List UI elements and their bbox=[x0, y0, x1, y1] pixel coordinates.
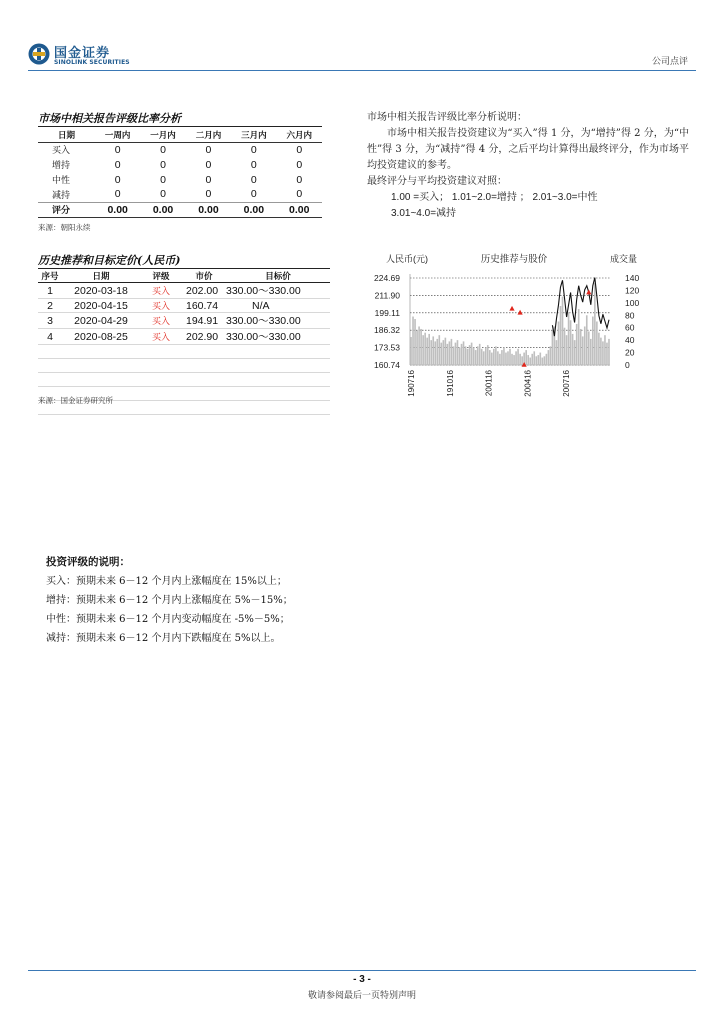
y-right-tick-label: 100 bbox=[625, 297, 640, 308]
explanation-body: 市场中相关报告投资建议为“买入”得 1 分，为“增持”得 2 分，为“中性”得 3 分，为“减持”得 4 分，之后平均计算得出最终评分，作为市场平均投资建议的参考。 bbox=[367, 128, 689, 171]
row-rating: 买入 bbox=[140, 329, 182, 345]
price-history-chart bbox=[360, 250, 650, 410]
volume-bar bbox=[572, 334, 574, 365]
volume-bar bbox=[507, 351, 509, 365]
chart-title: 历史推荐与股价 bbox=[480, 254, 548, 265]
column-header: 一周内 bbox=[104, 130, 131, 141]
volume-bar bbox=[499, 354, 501, 365]
page-number: - 3 - bbox=[353, 974, 371, 985]
x-tick-label: 200416 bbox=[523, 370, 533, 397]
y-right-tick-label: 80 bbox=[625, 310, 635, 321]
table-cell: 0 bbox=[250, 158, 257, 171]
table-cell: 0 bbox=[296, 158, 303, 171]
table-cell: 0 bbox=[114, 173, 121, 186]
row-number: 1 bbox=[38, 283, 62, 299]
right-axis-title: 成交量 bbox=[610, 254, 638, 264]
history-table bbox=[38, 268, 330, 415]
rating-marker bbox=[518, 310, 523, 315]
x-tick-label: 200116 bbox=[484, 370, 494, 397]
definitions-title: 投资评级的说明： bbox=[46, 556, 130, 568]
row-label: 减持 bbox=[52, 190, 71, 201]
volume-bar bbox=[459, 348, 461, 365]
volume-bar bbox=[578, 309, 580, 365]
column-header: 评级 bbox=[140, 269, 182, 283]
volume-bar bbox=[473, 348, 475, 365]
y-right-tick-label: 60 bbox=[625, 322, 635, 333]
column-header: 日期 bbox=[62, 269, 140, 283]
mapping-line-1: 1.00 =买入； 1.01~2.0=增持 ； 2.01~3.0=中性 bbox=[391, 192, 598, 203]
footer-divider bbox=[28, 970, 696, 971]
volume-bar bbox=[542, 358, 544, 365]
y-left-tick-label: 211.90 bbox=[374, 290, 400, 301]
table-row bbox=[38, 157, 322, 172]
volume-bar bbox=[602, 341, 604, 365]
score-row bbox=[38, 202, 322, 217]
volume-bar bbox=[539, 353, 541, 365]
volume-bar bbox=[487, 345, 489, 365]
volume-bar bbox=[481, 349, 483, 365]
volume-bar bbox=[509, 349, 511, 365]
table-cell: 0 bbox=[205, 188, 212, 201]
volume-bar bbox=[513, 355, 515, 365]
volume-bar bbox=[576, 324, 578, 365]
volume-bar bbox=[410, 337, 412, 365]
column-header: 目标价 bbox=[226, 269, 330, 283]
volume-bar bbox=[600, 338, 602, 365]
volume-bar bbox=[535, 356, 537, 365]
score-cell: 0.00 bbox=[107, 203, 128, 216]
volume-bar bbox=[546, 354, 548, 365]
history-header-row bbox=[38, 269, 330, 283]
volume-bar bbox=[606, 343, 608, 365]
volume-bar bbox=[451, 339, 453, 365]
rating-stats-title: 市场中相关报告评级比率分析 bbox=[38, 112, 181, 125]
rating-marker bbox=[586, 290, 591, 295]
volume-bar bbox=[604, 335, 606, 365]
y-right-tick-label: 0 bbox=[625, 360, 630, 370]
column-header: 一月内 bbox=[150, 130, 176, 141]
row-rating: 买入 bbox=[140, 313, 182, 329]
volume-bar bbox=[497, 351, 499, 365]
row-rating: 买入 bbox=[140, 283, 182, 299]
volume-bar bbox=[430, 340, 432, 365]
explanation-title: 市场中相关报告评级比率分析说明： bbox=[367, 112, 527, 123]
volume-bar bbox=[586, 315, 588, 365]
column-header: 三月内 bbox=[241, 130, 267, 141]
volume-bar bbox=[529, 358, 531, 365]
table-row bbox=[38, 283, 330, 299]
volume-bar bbox=[501, 350, 503, 365]
volume-bar bbox=[416, 331, 418, 365]
footer-disclaimer: 敬请参阅最后一页特别声明 bbox=[307, 991, 416, 1001]
column-header: 六月内 bbox=[286, 130, 313, 141]
column-header: 序号 bbox=[38, 269, 62, 283]
history-title: 历史推荐和目标定价(人民币) bbox=[38, 254, 181, 267]
table-cell: 0 bbox=[296, 143, 303, 156]
volume-bar bbox=[596, 322, 598, 366]
column-header: 日期 bbox=[57, 130, 75, 141]
row-target: 330.00～330.00 bbox=[226, 329, 330, 345]
empty-row bbox=[38, 359, 330, 373]
table-row bbox=[38, 329, 330, 345]
table-row bbox=[38, 299, 330, 313]
volume-bar bbox=[517, 349, 519, 365]
volume-bar bbox=[568, 312, 570, 365]
volume-bar bbox=[469, 345, 471, 365]
row-price: 202.90 bbox=[182, 329, 226, 345]
y-left-tick-label: 224.69 bbox=[374, 273, 400, 283]
volume-bar bbox=[418, 326, 420, 365]
table-cell: 0 bbox=[250, 188, 257, 201]
table-row bbox=[38, 172, 322, 187]
table-cell: 0 bbox=[296, 173, 303, 186]
y-left-tick-label: 186.32 bbox=[374, 325, 400, 336]
volume-bar bbox=[424, 333, 426, 365]
row-number: 2 bbox=[38, 299, 62, 313]
score-cell: 0.00 bbox=[152, 203, 174, 216]
table-cell: 0 bbox=[296, 188, 303, 201]
row-target: 330.00～330.00 bbox=[226, 313, 330, 329]
volume-bar bbox=[570, 320, 572, 365]
volume-bar bbox=[556, 340, 558, 365]
volume-bar bbox=[495, 346, 497, 365]
volume-bar bbox=[544, 356, 546, 365]
row-price: 202.00 bbox=[182, 283, 226, 299]
volume-bar bbox=[505, 353, 507, 365]
row-date: 2020-03-18 bbox=[62, 283, 140, 299]
row-rating: 买入 bbox=[140, 299, 182, 313]
volume-bar bbox=[533, 351, 535, 365]
table-cell: 0 bbox=[114, 158, 121, 171]
table-row bbox=[38, 187, 322, 202]
document-type-label: 公司点评 bbox=[651, 57, 688, 67]
volume-bar bbox=[590, 339, 592, 365]
row-target: N/A bbox=[226, 299, 330, 313]
history-source: 来源：国金证券研究所 bbox=[38, 396, 113, 405]
score-cell: 0.00 bbox=[243, 203, 265, 216]
volume-bar bbox=[574, 340, 576, 365]
volume-bar bbox=[434, 341, 436, 365]
volume-bar bbox=[467, 349, 469, 365]
definition-line: 增持：预期未来 6－12 个月内上涨幅度在 5%－15%； bbox=[46, 595, 293, 606]
volume-bar bbox=[453, 346, 455, 365]
y-left-tick-label: 199.11 bbox=[374, 307, 400, 318]
definition-line: 中性：预期未来 6－12 个月内变动幅度在 -5%－5%； bbox=[46, 614, 290, 625]
volume-bar bbox=[428, 334, 430, 365]
rating-stats-top-rule bbox=[38, 126, 322, 127]
score-cell: 0.00 bbox=[289, 203, 310, 216]
volume-bar bbox=[598, 333, 600, 365]
volume-bar bbox=[531, 354, 533, 365]
volume-bar bbox=[594, 283, 596, 365]
volume-bar bbox=[438, 335, 440, 365]
volume-bar bbox=[515, 351, 517, 365]
row-price: 194.91 bbox=[182, 313, 226, 329]
volume-bar bbox=[447, 344, 449, 365]
y-right-tick-label: 20 bbox=[625, 347, 635, 358]
definition-line: 买入：预期未来 6－12 个月内上涨幅度在 15%以上； bbox=[46, 576, 287, 587]
volume-bar bbox=[465, 346, 467, 365]
volume-bar bbox=[414, 319, 416, 365]
table-cell: 0 bbox=[160, 173, 166, 186]
row-number: 3 bbox=[38, 313, 62, 329]
table-cell: 0 bbox=[250, 173, 257, 186]
table-row bbox=[38, 313, 330, 329]
volume-bar bbox=[560, 306, 562, 365]
x-tick-label: 191016 bbox=[445, 370, 455, 397]
volume-bar bbox=[562, 297, 564, 365]
volume-bar bbox=[525, 350, 527, 365]
table-cell: 0 bbox=[205, 143, 212, 156]
definition-line: 减持：预期未来 6－12 个月内下跌幅度在 5%以上。 bbox=[46, 633, 281, 644]
x-tick-label: 190716 bbox=[407, 370, 416, 397]
volume-bar bbox=[537, 355, 539, 365]
column-header: 二月内 bbox=[195, 130, 222, 141]
volume-bar bbox=[566, 335, 568, 365]
volume-bar bbox=[519, 354, 521, 365]
volume-bar bbox=[449, 341, 451, 365]
volume-bar bbox=[479, 344, 481, 365]
volume-bar bbox=[552, 331, 554, 365]
volume-bar bbox=[521, 356, 523, 365]
empty-row bbox=[38, 345, 330, 359]
company-logo bbox=[28, 42, 132, 68]
volume-bar bbox=[493, 349, 495, 365]
rating-definitions bbox=[46, 553, 366, 648]
volume-bar bbox=[432, 336, 434, 365]
volume-bar bbox=[548, 350, 550, 365]
row-date: 2020-08-25 bbox=[62, 329, 140, 345]
volume-bar bbox=[564, 328, 566, 365]
volume-bar bbox=[461, 344, 463, 365]
volume-bar bbox=[584, 326, 586, 365]
row-date: 2020-04-29 bbox=[62, 313, 140, 329]
rating-stats-header-row bbox=[38, 128, 322, 142]
volume-bar bbox=[491, 353, 493, 365]
volume-bar bbox=[558, 322, 560, 366]
table-cell: 0 bbox=[114, 143, 121, 156]
column-header: 市价 bbox=[182, 269, 226, 283]
y-right-tick-label: 140 bbox=[625, 273, 640, 283]
row-price: 160.74 bbox=[182, 299, 226, 313]
mapping-line-2: 3.01~4.0=减持 bbox=[391, 208, 457, 219]
table-cell: 0 bbox=[160, 143, 166, 156]
volume-bar bbox=[588, 331, 590, 365]
volume-bar bbox=[580, 329, 582, 365]
volume-bar bbox=[412, 317, 414, 365]
rating-stats-source: 来源：朝阳永续 bbox=[38, 223, 91, 232]
volume-bar bbox=[471, 343, 473, 365]
volume-bar bbox=[426, 338, 428, 365]
table-cell: 0 bbox=[160, 158, 166, 171]
empty-row bbox=[38, 373, 330, 387]
row-date: 2020-04-15 bbox=[62, 299, 140, 313]
table-cell: 0 bbox=[205, 158, 212, 171]
volume-bar bbox=[420, 329, 422, 365]
left-axis-title: 人民币(元) bbox=[386, 254, 428, 264]
y-right-tick-label: 40 bbox=[625, 335, 635, 346]
logo-name-cn: 国金证券 bbox=[54, 46, 111, 61]
rating-stats-table bbox=[38, 128, 322, 218]
volume-bar bbox=[441, 343, 443, 365]
row-label: 评分 bbox=[52, 206, 71, 216]
volume-bar bbox=[463, 341, 465, 365]
x-tick-label: 200716 bbox=[562, 370, 572, 397]
mapping-title: 最终评分与平均投资建议对照： bbox=[367, 176, 507, 187]
volume-bar bbox=[475, 350, 477, 365]
volume-bar bbox=[550, 346, 552, 365]
table-cell: 0 bbox=[250, 143, 257, 156]
score-cell: 0.00 bbox=[198, 203, 219, 216]
row-label: 买入 bbox=[52, 146, 71, 157]
volume-bar bbox=[443, 340, 445, 365]
volume-bar bbox=[455, 343, 457, 365]
table-cell: 0 bbox=[205, 173, 212, 186]
volume-bar bbox=[485, 348, 487, 365]
row-number: 4 bbox=[38, 329, 62, 345]
row-label: 增持 bbox=[52, 161, 71, 171]
table-cell: 0 bbox=[160, 188, 166, 201]
header-divider bbox=[28, 70, 696, 71]
volume-bar bbox=[503, 348, 505, 365]
volume-bar bbox=[422, 335, 424, 365]
rating-marker bbox=[509, 306, 514, 311]
rating-explanation bbox=[367, 110, 689, 222]
y-left-tick-label: 160.74 bbox=[374, 360, 400, 370]
volume-bar bbox=[608, 339, 610, 365]
volume-bar bbox=[436, 339, 438, 365]
table-cell: 0 bbox=[114, 188, 121, 201]
volume-bar bbox=[527, 355, 529, 365]
y-right-tick-label: 120 bbox=[625, 285, 640, 296]
volume-bar bbox=[477, 346, 479, 365]
table-row bbox=[38, 142, 322, 157]
volume-bar bbox=[445, 338, 447, 365]
row-label: 中性 bbox=[52, 176, 71, 186]
row-target: 330.00～330.00 bbox=[226, 283, 330, 299]
y-left-tick-label: 173.53 bbox=[374, 342, 400, 353]
volume-bar bbox=[582, 336, 584, 365]
volume-bar bbox=[457, 340, 459, 365]
logo-mark-icon bbox=[28, 43, 50, 65]
volume-bar bbox=[483, 351, 485, 365]
logo-name-en: SINOLINK SECURITIES bbox=[54, 59, 130, 66]
volume-bar bbox=[511, 354, 513, 365]
volume-bar bbox=[489, 350, 491, 365]
volume-bar bbox=[592, 317, 594, 365]
